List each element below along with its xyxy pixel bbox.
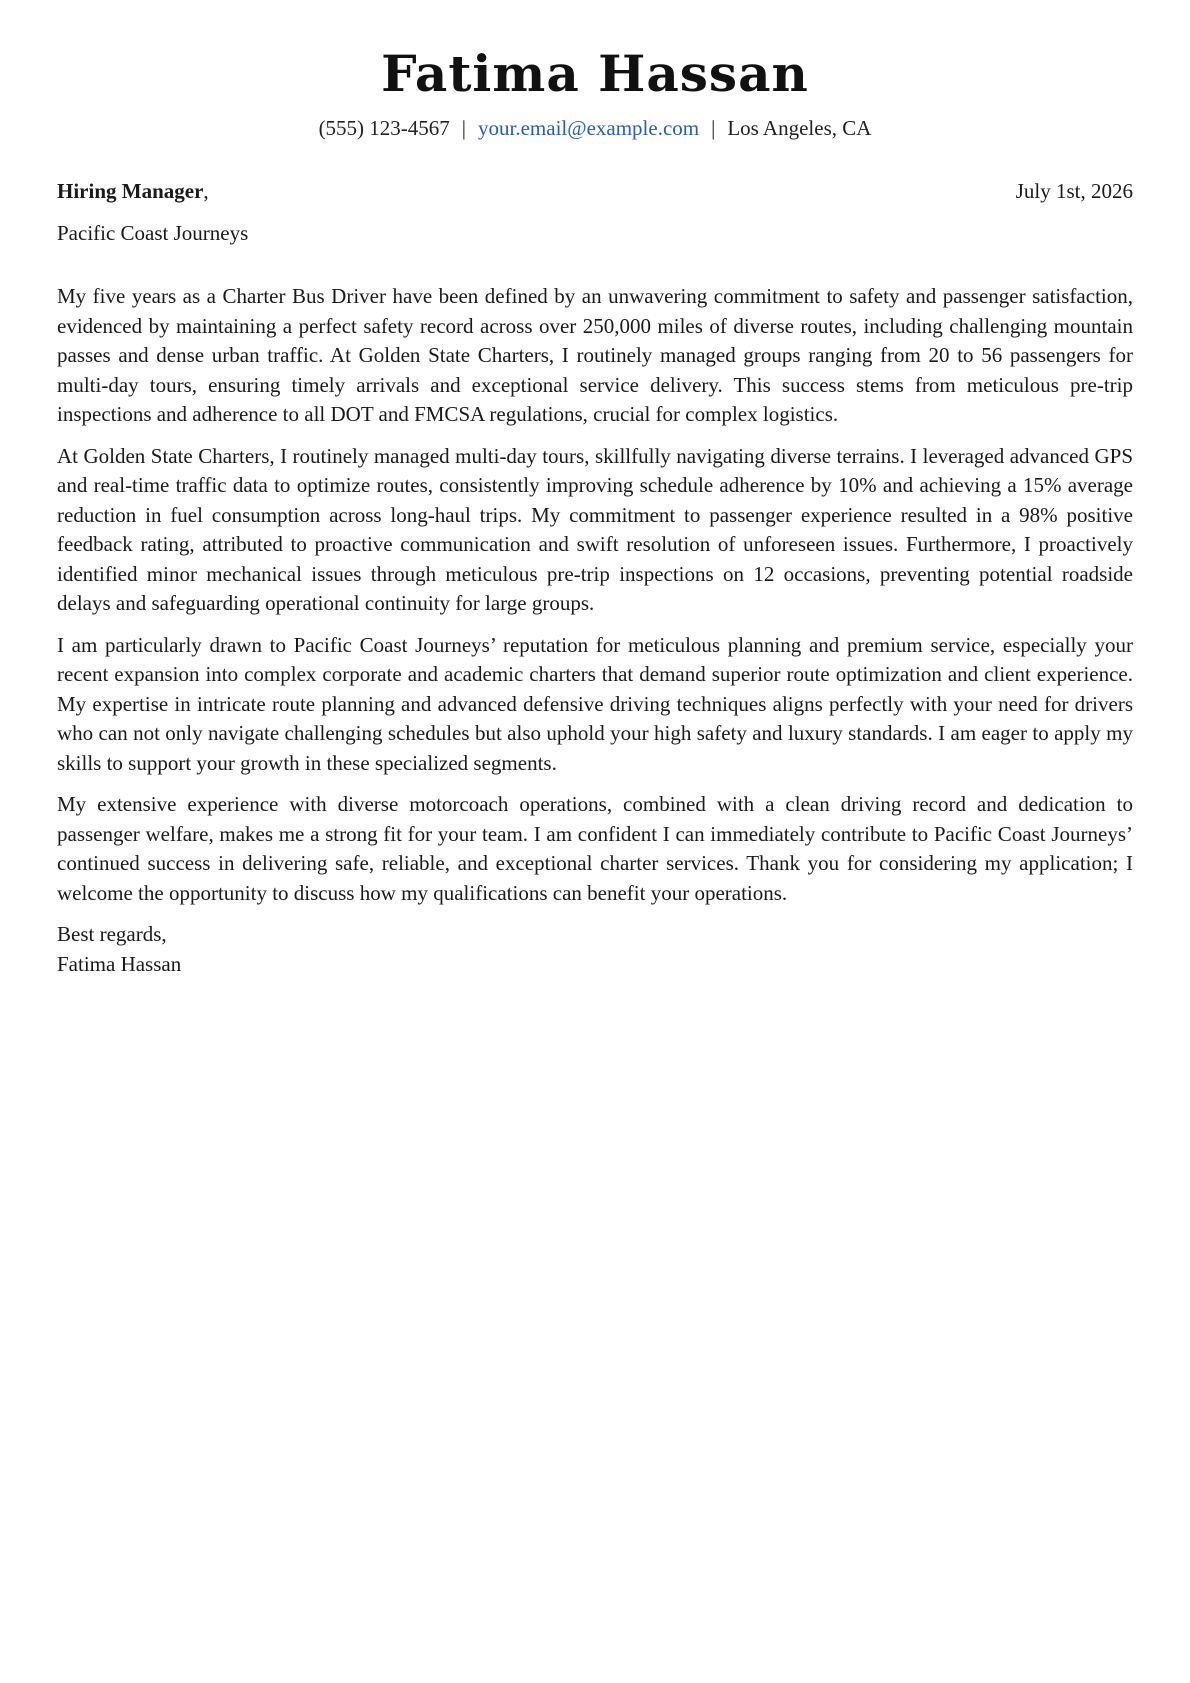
body-paragraph-1: My five years as a Charter Bus Driver have been defined by an unwavering commitment to safety and passenger satisfaction, evidenced by maintaining a perfect safety record across over 250,000 miles of diverse routes, including challenging mountain passes and dense urban traffic. At Golden State Charters, I routinely managed groups ranging from 20 to 56 passengers for multi-day tours, ensuring timely arrivals and exceptional service delivery. This success stems from meticulous pre-trip inspections and adherence to all DOT and FMCSA regulations, crucial for complex logistics. xyxy=(57,284,1133,426)
body-paragraph-4: My extensive experience with diverse motorcoach operations, combined with a clean driving record and dedication to passenger welfare, makes me a strong fit for your team. I am confident I can immediately contribute to Pacific Coast Journeys’ continued success in delivering safe, reliable, and exceptional charter services. Thank you for considering my application; I welcome the opportunity to discuss how my qualifications can benefit your operations. xyxy=(57,792,1133,905)
recipient-company: Pacific Coast Journeys xyxy=(57,221,249,245)
recipient-title-suffix: , xyxy=(203,179,209,203)
recipient-title xyxy=(57,179,209,203)
valediction: Best regards, xyxy=(57,922,167,946)
letter-body xyxy=(57,282,1133,979)
applicant-name: Fatima Hassan xyxy=(381,44,809,103)
body-paragraph-3: I am particularly drawn to Pacific Coast Journeys’ reputation for meticulous planning and premium service, especially your recent expansion into complex corporate and academic charters that demand superior route optimization and client experience. My expertise in intricate route planning and advanced defensive driving techniques aligns perfectly with your need for drivers who can not only navigate challenging schedules but also uphold your high safety and luxury standards. I am eager to apply my skills to support your growth in these specialized segments. xyxy=(57,632,1133,775)
letter-date: July 1st, 2026 xyxy=(1015,179,1133,203)
body-paragraph-2: At Golden State Charters, I routinely managed multi-day tours, skillfully navigating diverse terrains. I leveraged advanced GPS and real-time traffic data to optimize routes, consistently improving schedule adherence by 10% and achieving a 15% average reduction in fuel consumption across long-haul trips. My commitment to passenger experience resulted in a 98% positive feedback rating, attributed to proactive communication and swift resolution of unforeseen issues. Furthermore, I proactively identified minor mechanical issues through meticulous pre-trip inspections on 12 occasions, preventing potential roadside delays and safeguarding operational continuity for large groups. xyxy=(57,443,1133,615)
contact-separator: | xyxy=(461,116,467,140)
recipient-title-bold: Hiring Manager xyxy=(57,179,204,203)
contact-line xyxy=(0,114,1190,142)
letter-closing xyxy=(57,920,1133,979)
email-link[interactable]: your.email@example.com xyxy=(478,116,700,140)
phone-number: (555) 123-4567 xyxy=(318,116,450,140)
recipient-row xyxy=(57,177,1133,205)
signature-name: Fatima Hassan xyxy=(57,951,182,976)
contact-separator: | xyxy=(711,116,716,140)
location: Los Angeles, CA xyxy=(727,116,872,140)
